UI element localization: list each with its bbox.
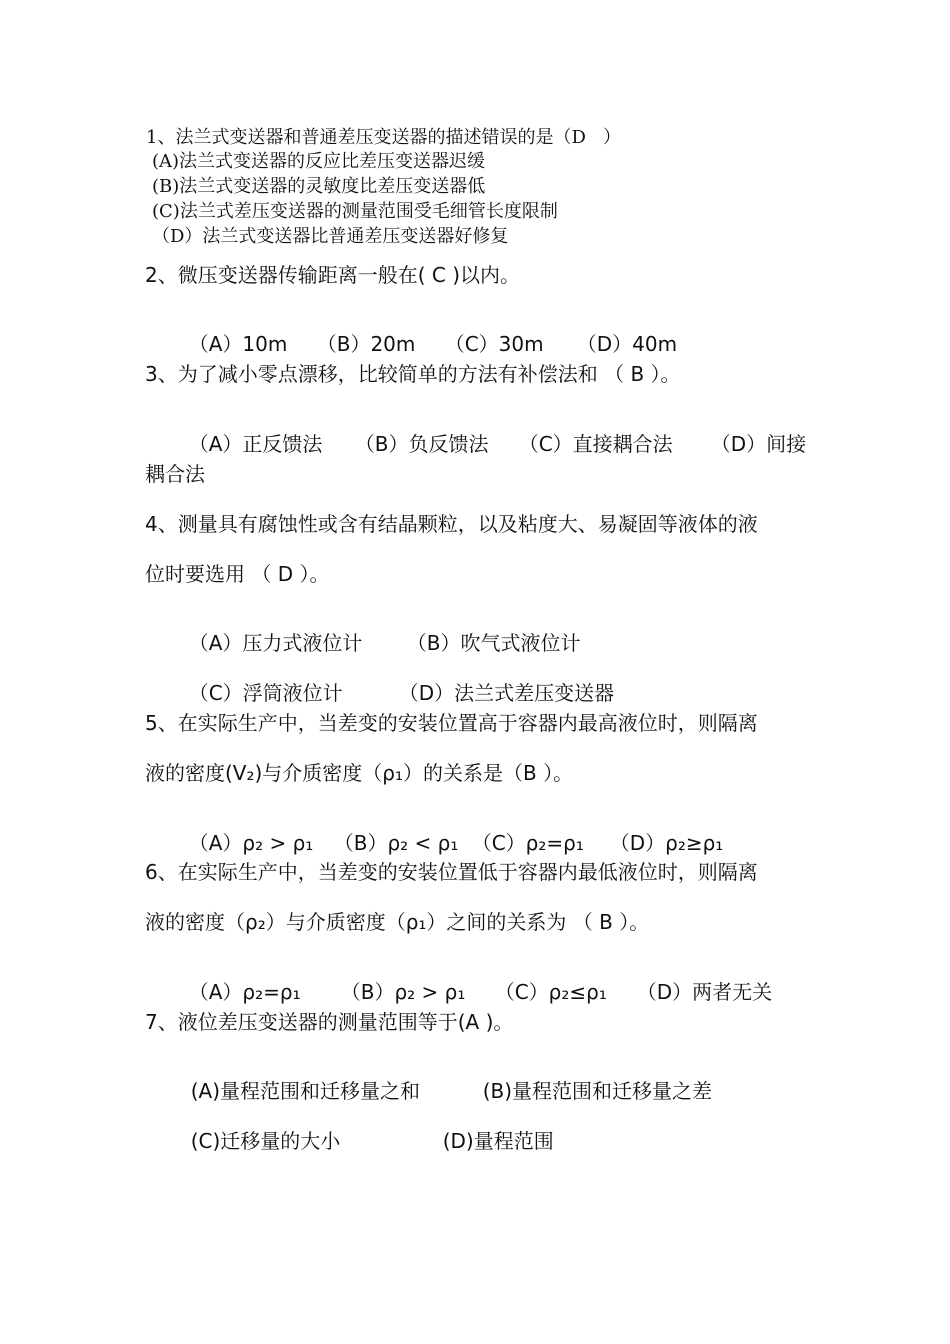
q1-option-d: （D）法兰式变送器比普通差压变送器好修复: [152, 226, 509, 247]
q3-option-c: （C）直接耦合法: [518, 432, 673, 456]
q3-options: [176, 414, 806, 454]
q5-stem-line2: 液的密度(V₂)与介质密度（ρ₁）的关系是（B ）。: [145, 761, 574, 785]
q6-option-a: （A）ρ₂=ρ₁: [188, 980, 301, 1004]
q6-option-d: （D）两者无关: [636, 980, 773, 1004]
q2-options: [176, 314, 677, 354]
q3-option-d-continued: 耦合法: [145, 462, 205, 486]
q1-stem: 1、法兰式变送器和普通差压变送器的描述错误的是（D ）: [146, 127, 622, 148]
q7-stem: 7、液位差压变送器的测量范围等于(A )。: [145, 1010, 514, 1034]
q7-options-row2: [178, 1111, 554, 1151]
q3-option-a: （A）正反馈法: [188, 432, 323, 456]
q6-options: [176, 962, 772, 1002]
q2-stem: 2、微压变送器传输距离一般在( C )以内。: [145, 263, 521, 287]
q5-option-c: （C）ρ₂=ρ₁: [471, 831, 584, 855]
q3-option-d: （D）间接: [710, 432, 807, 456]
q6-option-b: （B）ρ₂ > ρ₁: [340, 980, 466, 1004]
q5-options: [176, 813, 723, 853]
q4-stem-line1: 4、测量具有腐蚀性或含有结晶颗粒，以及粘度大、易凝固等液体的液: [145, 512, 758, 536]
q4-option-b: （B）吹气式液位计: [406, 631, 581, 655]
q2-option-c: （C）30m: [444, 332, 544, 356]
q4-stem-line2: 位时要选用 （ D ）。: [145, 562, 330, 586]
q7-option-b: (B)量程范围和迁移量之差: [482, 1079, 713, 1103]
q7-options-row1: [178, 1061, 712, 1101]
q6-stem-line1: 6、在实际生产中，当差变的安装位置低于容器内最低液位时，则隔离: [145, 860, 758, 884]
q5-stem-line1: 5、在实际生产中，当差变的安装位置高于容器内最高液位时，则隔离: [145, 711, 758, 735]
q2-option-a: （A）10m: [188, 332, 288, 356]
q6-option-c: （C）ρ₂≤ρ₁: [494, 980, 607, 1004]
q4-option-a: （A）压力式液位计: [188, 631, 363, 655]
q7-option-a: (A)量程范围和迁移量之和: [190, 1079, 421, 1103]
q4-option-d: （D）法兰式差压变送器: [398, 681, 615, 705]
q1-option-a: (A)法兰式变送器的反应比差压变送器迟缓: [152, 151, 486, 172]
q5-option-b: （B）ρ₂ < ρ₁: [333, 831, 459, 855]
q6-stem-line2: 液的密度（ρ₂）与介质密度（ρ₁）之间的关系为 （ B ）。: [145, 910, 650, 934]
q4-option-c: （C）浮筒液位计: [188, 681, 343, 705]
q4-options-row2: [176, 663, 614, 703]
q1-option-b: (B)法兰式变送器的灵敏度比差压变送器低: [152, 176, 486, 197]
q3-option-b: （B）负反馈法: [354, 432, 489, 456]
q5-option-d: （D）ρ₂≥ρ₁: [609, 831, 724, 855]
q2-option-d: （D）40m: [576, 332, 678, 356]
q7-option-d: (D)量程范围: [442, 1129, 554, 1153]
q3-stem: 3、为了减小零点漂移，比较简单的方法有补偿法和 （ B ）。: [145, 362, 681, 386]
q2-option-b: （B）20m: [316, 332, 416, 356]
q4-options-row1: [176, 613, 580, 653]
q5-option-a: （A）ρ₂ > ρ₁: [188, 831, 314, 855]
q1-option-c: (C)法兰式差压变送器的测量范围受毛细管长度限制: [152, 201, 558, 222]
q7-option-c: (C)迁移量的大小: [190, 1129, 341, 1153]
